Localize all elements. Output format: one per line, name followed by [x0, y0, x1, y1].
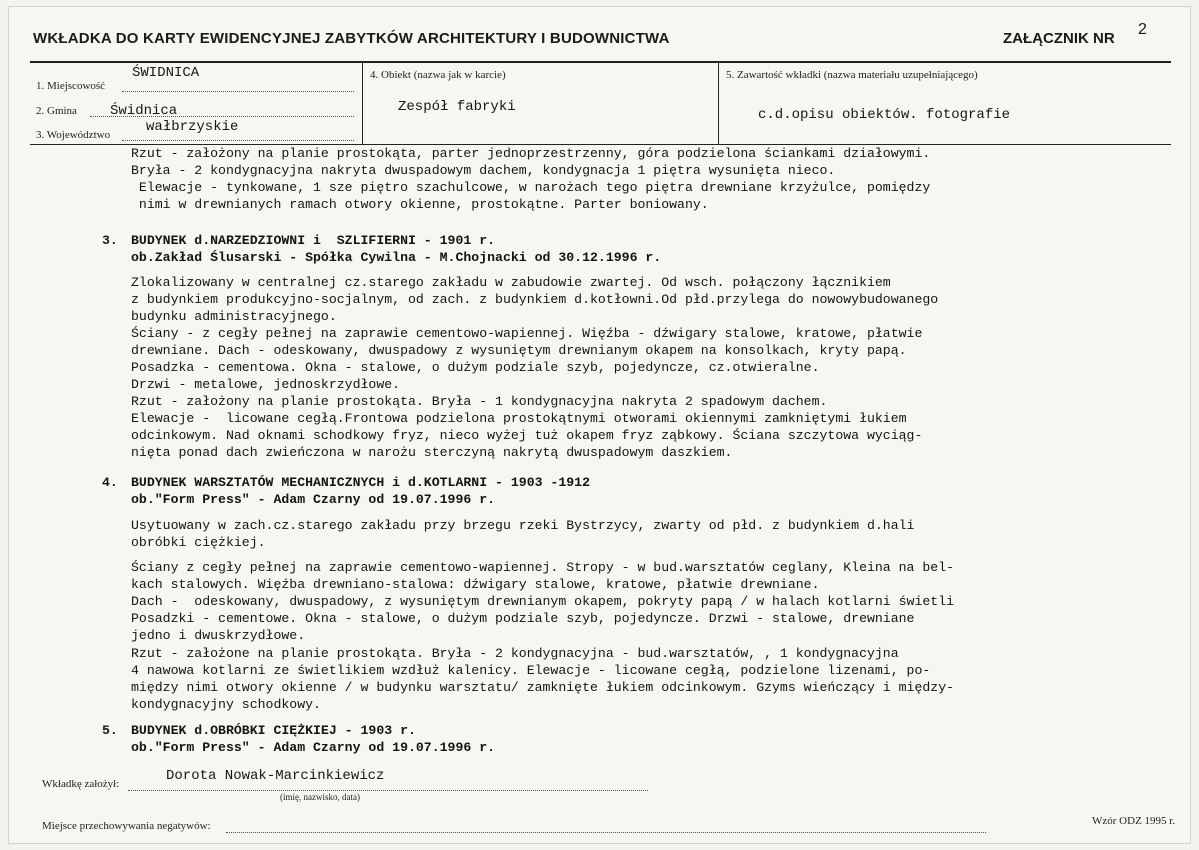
form-title: WKŁADKA DO KARTY EWIDENCYJNEJ ZABYTKÓW ARCHITEKTURY I BUDOWNICTWA — [33, 30, 670, 47]
wojewodztwo-value: wałbrzyskie — [146, 119, 239, 135]
author-label: Wkładkę założył: — [42, 778, 120, 790]
form-code: Wzór ODZ 1995 r. — [1092, 815, 1176, 827]
obiekt-value: Zespół fabryki — [398, 99, 516, 115]
header-fields-grid — [30, 63, 1171, 145]
miejscowosc-value: ŚWIDNICA — [132, 65, 200, 81]
wojewodztwo-label: 3. Województwo — [36, 129, 111, 141]
zawartosc-value: c.d.opisu obiektów. fotografie — [758, 107, 1011, 123]
text-line: Rzut - założone na planie prostokąta. Bryła - 2 kondygnacyjna - bud.warsztatów, , 1 kondygnacyjna — [131, 646, 899, 661]
section-title: BUDYNEK d.NARZEDZIOWNI i SZLIFIERNI - 1901 r. — [131, 233, 496, 248]
gmina-value: Świdnica — [110, 103, 178, 119]
annex-label: ZAŁĄCZNIK NR — [1003, 30, 1115, 47]
text-line: budynku administracyjnego. — [131, 309, 337, 324]
text-line: kondygnacyjny schodkowy. — [131, 697, 321, 712]
text-line: obróbki ciężkiej. — [131, 535, 266, 550]
text-line: Elewacje - tynkowane, 1 sze piętro szachulcowe, w narożach tego piętra drewniane krzyżulce, pomiędzy — [131, 180, 931, 195]
gmina-label: 2. Gmina — [36, 105, 77, 117]
section-title: BUDYNEK WARSZTATÓW MECHANICZNYCH i d.KOTLARNI - 1903 -1912 — [131, 475, 590, 490]
miejscowosc-label: 1. Miejscowość — [36, 80, 106, 92]
section-number: 4. — [102, 475, 118, 490]
text-line: jedno i dwuskrzydłowe. — [131, 628, 306, 643]
text-line: Elewacje - licowane cegłą.Frontowa podzielona prostokątnymi otworami okiennymi zamkniętymi łukiem — [131, 411, 907, 426]
text-line: Bryła - 2 kondygnacyjna nakryta dwuspadowym dachem, kondygnacja 1 piętra wysunięta nieco. — [131, 163, 836, 178]
text-line: odcinkowym. Nad oknami schodkowy fryz, nieco wyżej tuż okapem fryz ząbkowy. Ściana szczytowa wyciąg- — [131, 428, 923, 443]
zawartosc-label: 5. Zawartość wkładki (nazwa materiału uzupełniającego) — [726, 69, 978, 81]
author-value: Dorota Nowak-Marcinkiewicz — [166, 768, 385, 784]
text-line: Posadzki - cementowe. Okna - stalowe, o dużym podziale szyb, pojedyncze. Drzwi - stalowe, drewniane — [131, 611, 915, 626]
text-line: Rzut - założony na planie prostokąta. Bryła - 1 kondygnacyjna nakryta 2 spadowym dachem. — [131, 394, 828, 409]
text-line: Rzut - założony na planie prostokąta, parter jednoprzestrzenny, góra podzielona ściankami działowymi. — [131, 146, 931, 161]
text-line: drewniane. Dach - odeskowany, dwuspadowy z wysuniętym drewnianym okapem na konsolkach, kryty papą. — [131, 343, 907, 358]
text-line: kach stalowych. Więźba drewniano-stalowa: dźwigary stalowe, kratowe, płatwie drewniane. — [131, 577, 820, 592]
annex-number: 2 — [1138, 21, 1147, 38]
section-number: 5. — [102, 723, 118, 738]
obiekt-label: 4. Obiekt (nazwa jak w karcie) — [370, 69, 506, 81]
text-line: między nimi otwory okienne / w budynku warsztatu/ zamknięte łukiem odcinkowym. Gzyms wieńczący i między- — [131, 680, 955, 695]
text-line: Usytuowany w zach.cz.starego zakładu przy brzegu rzeki Bystrzycy, zwarty od płd. z budynkiem d.hali — [131, 518, 915, 533]
text-line: Dach - odeskowany, dwuspadowy, z wysuniętym drewnianym okapem, pokryty papą / w halach kotlarni świetli — [131, 594, 955, 609]
section-owner: ob."Form Press" - Adam Czarny od 19.07.1996 r. — [131, 492, 496, 507]
section-owner: ob."Form Press" - Adam Czarny od 19.07.1996 r. — [131, 740, 496, 755]
text-line: Ściany z cegły pełnej na zaprawie cementowo-wapiennej. Stropy - w bud.warsztatów ceglany, Kleina na bel- — [131, 560, 955, 575]
section-title: BUDYNEK d.OBRÓBKI CIĘŻKIEJ - 1903 r. — [131, 723, 416, 738]
text-line: nięta ponad dach zwieńczona w narożu sterczyną nakrytą dwuspadowym daszkiem. — [131, 445, 733, 460]
text-line: nimi w drewnianych ramach otwory okienne, prostokątne. Parter boniowany. — [131, 197, 709, 212]
author-hint: (imię, nazwisko, data) — [280, 792, 360, 802]
storage-label: Miejsce przechowywania negatywów: — [42, 820, 211, 832]
text-line: 4 nawowa kotlarni ze świetlikiem wzdłuż kalenicy. Elewacje - licowane cegłą, podzielone lizenami, po- — [131, 663, 931, 678]
divider — [718, 63, 719, 145]
text-line: Drzwi - metalowe, jednoskrzydłowe. — [131, 377, 401, 392]
text-line: Ściany - z cegły pełnej na zaprawie cementowo-wapiennej. Więźba - dźwigary stalowe, kratowe, płatwie — [131, 326, 923, 341]
divider — [362, 63, 363, 145]
divider — [30, 144, 1171, 145]
section-number: 3. — [102, 233, 118, 248]
text-line: Zlokalizowany w centralnej cz.starego zakładu w zabudowie zwartej. Od wsch. połączony łącznikiem — [131, 275, 891, 290]
text-line: Posadzka - cementowa. Okna - stalowe, o dużym podziale szyb, pojedyncze, cz.otwieralne. — [131, 360, 820, 375]
section-owner: ob.Zakład Ślusarski - Spółka Cywilna - M.Chojnacki od 30.12.1996 r. — [131, 250, 662, 265]
text-line: z budynkiem produkcyjno-socjalnym, od zach. z budynkiem d.kotłowni.Od płd.przylega do nowowybudowanego — [131, 292, 939, 307]
